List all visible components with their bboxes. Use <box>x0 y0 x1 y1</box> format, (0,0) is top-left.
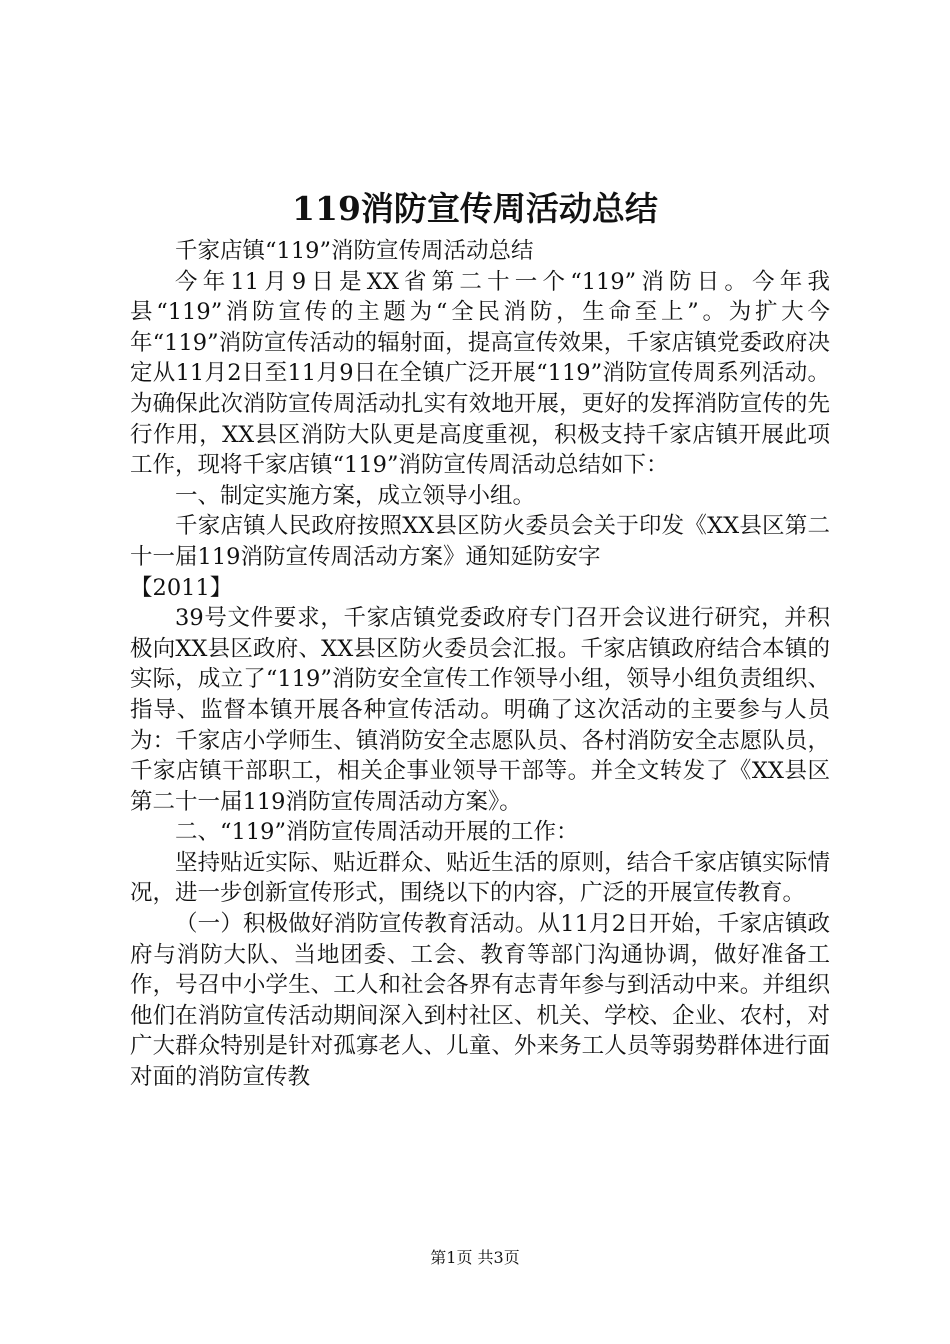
body-paragraph: 千家店镇人民政府按照XX县区防火委员会关于印发《XX县区第二十一届119消防宣传周活动方案》通知延防安字 <box>130 513 830 570</box>
document-body <box>130 236 830 1093</box>
page-footer: 第1页 共3页 <box>430 1248 520 1267</box>
section-heading-1: 一、制定实施方案，成立领导小组。 <box>175 482 536 509</box>
body-paragraph: 坚持贴近实际、贴近群众、贴近生活的原则，结合千家店镇实际情况，进一步创新宣传形式，围绕以下的内容，广泛的开展宣传教育。 <box>130 849 830 907</box>
body-paragraph: （一）积极做好消防宣传教育活动。从11月2日开始，千家店镇政府与消防大队、当地团委、工会、教育等部门沟通协调，做好准备工作，号召中小学生、工人和社会各界有志青年参与到活动中来。并组织他们在消防宣传活动期间深入到村社区、机关、学校、企业、农村，对广大群众特别是针对孤寡老人、儿童、外来务工人员等弱势群体进行面对面的消防宣传教 <box>130 911 830 1091</box>
document-title: 119消防宣传周活动总结 <box>292 189 658 228</box>
body-paragraph: 39号文件要求，千家店镇党委政府专门召开会议进行研究，并积极向XX县区政府、XX县区防火委员会汇报。千家店镇政府结合本镇的实际，成立了“119”消防安全宣传工作领导小组，领导小组负责组织、指导、监督本镇开展各种宣传活动。明确了这次活动的主要参与人员为：千家店小学师生、镇消防安全志愿队员、各村消防安全志愿队员，千家店镇干部职工，相关企事业领导干部等。并全文转发了《XX县区第二十一届119消防宣传周活动方案》。 <box>130 605 830 815</box>
intro-paragraph: 今年11月9日是XX省第二十一个“119”消防日。今年我县“119”消防宣传的主题为“全民消防，生命至上”。为扩大今年“119”消防宣传活动的辐射面，提高宣传效果，千家店镇党委政府决定从11月2日至11月9日在全镇广泛开展“119”消防宣传周系列活动。为确保此次消防宣传周活动扎实有效地开展，更好的发挥消防宣传的先行作用，XX县区消防大队更是高度重视，积极支持千家店镇开展此项工作，现将千家店镇“119”消防宣传周活动总结如下： <box>130 268 830 479</box>
subtitle-paragraph: 千家店镇“119”消防宣传周活动总结 <box>175 238 534 264</box>
section-heading-2: 二、“119”消防宣传周活动开展的工作： <box>175 819 579 846</box>
document-reference: 【2011】 <box>130 574 233 601</box>
